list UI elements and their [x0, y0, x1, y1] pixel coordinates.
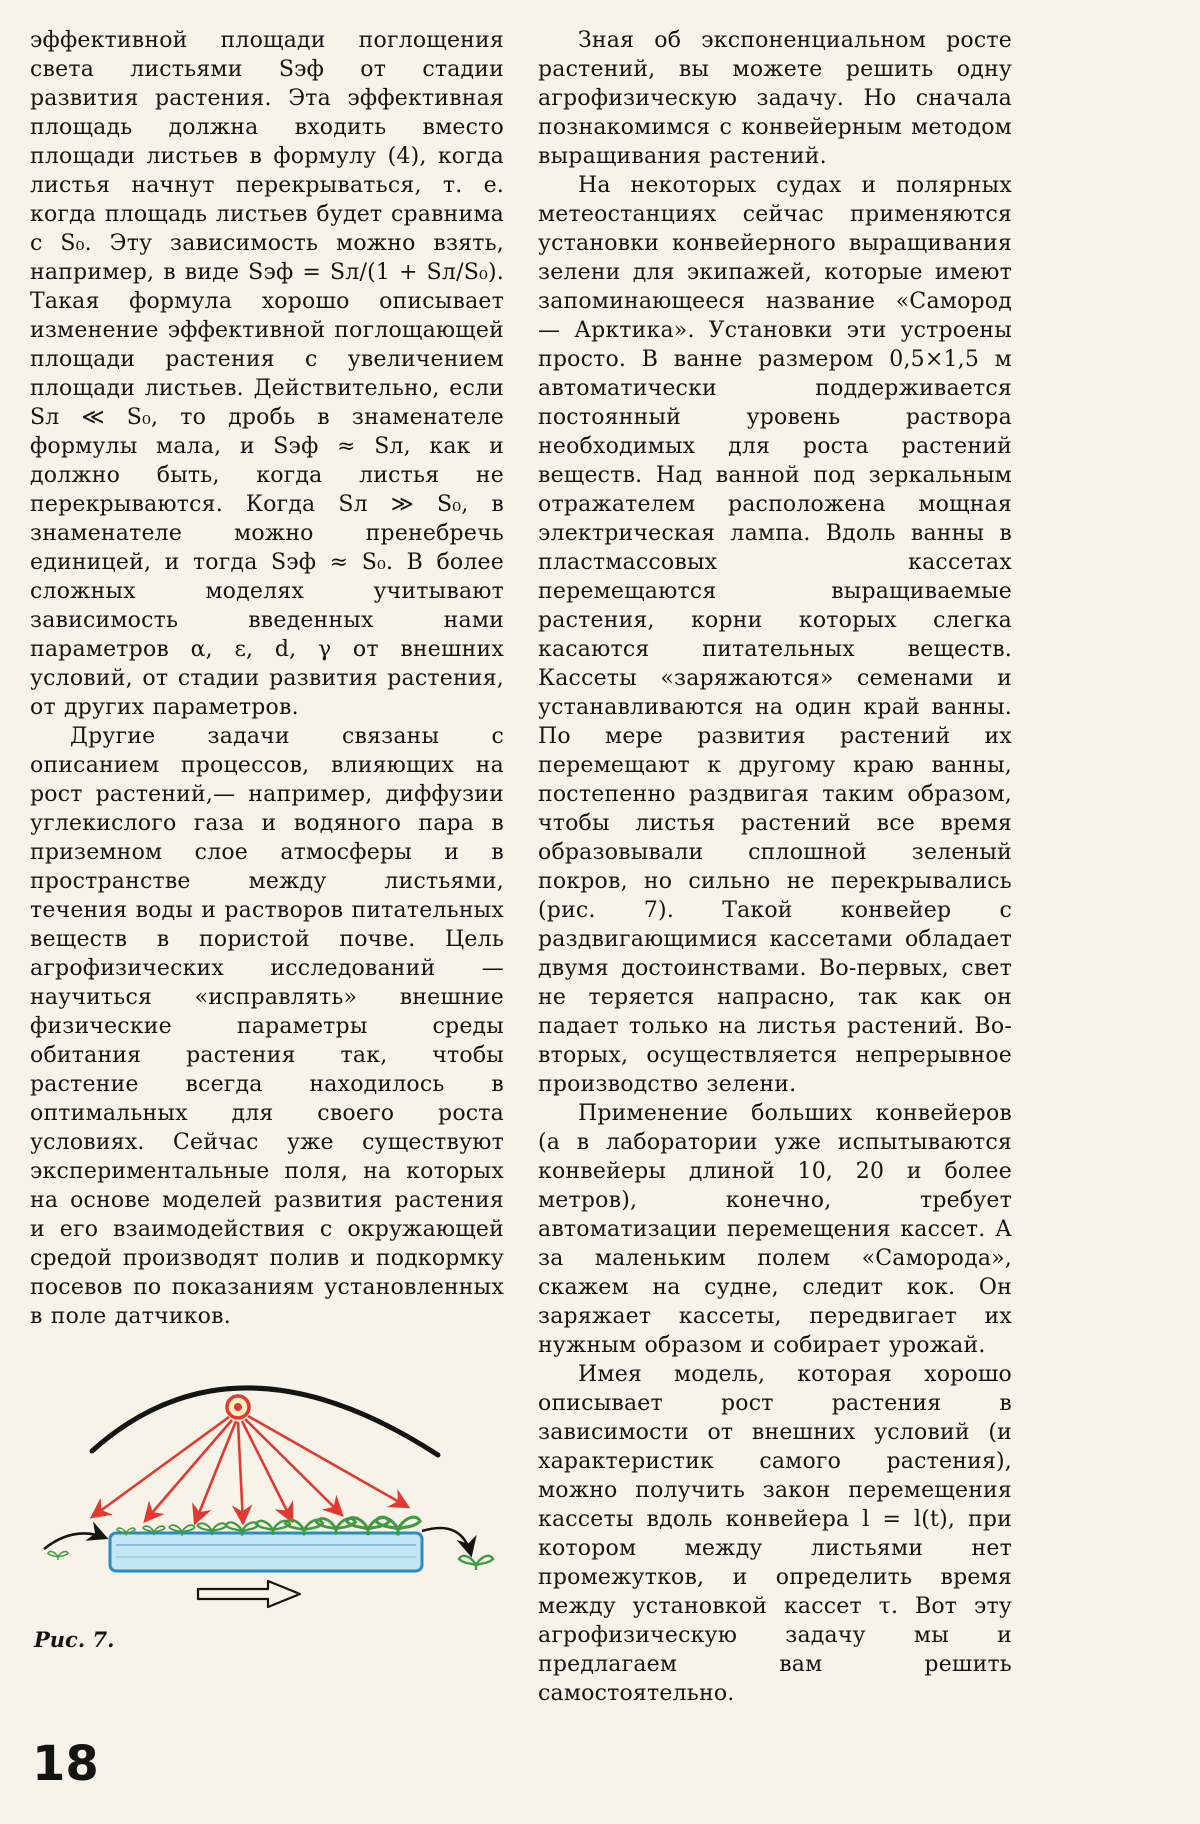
cassette-in-arrow [44, 1533, 106, 1549]
lamp-icon [227, 1396, 249, 1418]
harvested-plant [459, 1556, 493, 1570]
seed-cassette-plant [48, 1552, 68, 1560]
left-column-text [30, 26, 504, 1331]
reflector-arc [92, 1388, 438, 1455]
paragraph: Другие задачи связаны с описанием процессов, влияющих на рост растений,— например, диффузии углекислого газа и водяного пара в приземном слое атмосферы и в пространстве между листьями, течения воды и растворов питательных веществ в пористой почве. Цель агрофизических исследований — научиться «исправлять» внешние физические параметры среды обитания растения так, чтобы растение всегда находилось в оптимальных для своего роста условиях. Сейчас уже существуют экспериментальные поля, на которых на основе моделей развития растения и его взаимодействия с окружающей средой производят полив и подкормку посевов по показаниям установленных в поле датчиков. [30, 724, 504, 1329]
figure-7-illustration [30, 1365, 510, 1617]
figure-7 [30, 1365, 504, 1652]
paragraph: Зная об экспоненциальном росте растений, вы можете решить одну агрофизическую задачу. Но сначала познакомимся с конвейерным методом выращивания растений. [538, 28, 1012, 169]
paragraph: Имея модель, которая хорошо описывает рост растения в зависимости от внешних условий (и характеристик самого растения), можно получить закон перемещения кассеты вдоль конвейера l = l(t), при котором между листьями нет промежутков, и определить время между установкой кассет τ. Вот эту агрофизическую задачу мы и предлагаем вам решить самостоятельно. [538, 1362, 1012, 1706]
conveyor-direction-arrow [198, 1581, 300, 1607]
light-rays [92, 1416, 408, 1523]
paragraph: эффективной площади поглощения света листьями Sэф от стадии развития растения. Эта эффективная площадь должна входить вместо площади листьев в формулу (4), когда листья начнут перекрываться, т. е. когда площадь листьев будет сравнима с S₀. Эту зависимость можно взять, например, в виде Sэф = Sл/(1 + Sл/S₀). Такая формула хорошо описывает изменение эффективной поглощающей площади растения с увеличением площади листьев. Действительно, если Sл ≪ S₀, то дробь в знаменателе формулы мала, и Sэф ≈ Sл, как и должно быть, когда листья не перекрываются. Когда Sл ≫ S₀, в знаменателе можно пренебречь единицей, и тогда Sэф ≈ S₀. В более сложных моделях учитывают зависимость введенных нами параметров α, ε, d, γ от внешних условий, от стадии развития растения, от других параметров. [30, 28, 504, 720]
left-column [30, 26, 504, 1708]
growing-tray [110, 1533, 422, 1571]
page-number: 18 [32, 1736, 99, 1792]
paragraph: Применение больших конвейеров (а в лаборатории уже испытываются конвейеры длиной 10, 20 и более метров), конечно, требует автоматизации перемещения кассет. А за маленьким полем «Саморода», скажем на судне, следит кок. Он заряжает кассеты, передвигает их нужным образом и собирает урожай. [538, 1101, 1012, 1358]
harvest-arrow [422, 1528, 471, 1555]
paragraph: На некоторых судах и полярных метеостанциях сейчас применяются установки конвейерного выращивания зелени для экипажей, которые имеют запоминающееся название «Самород — Арктика». Установки эти устроены просто. В ванне размером 0,5×1,5 м автоматически поддерживается постоянный уровень раствора необходимых для роста растений веществ. Над ванной под зеркальным отражателем расположена мощная электрическая лампа. Вдоль ванны в пластмассовых кассетах перемещаются выращиваемые растения, корни которых слегка касаются питательных веществ. Кассеты «заряжаются» семенами и устанавливаются на один край ванны. По мере развития растений их перемещают к другому краю ванны, постепенно раздвигая таким образом, чтобы листья растений все время образовывали сплошной зеленый покров, но сильно не перекрывались (рис. 7). Такой конвейер с раздвигающимися кассетами обладает двумя достоинствами. Во-первых, свет не теряется напрасно, так как он падает только на листья растений. Во-вторых, осуществляется непрерывное производство зелени. [538, 173, 1012, 1097]
right-column [538, 26, 1012, 1708]
right-column-text [538, 26, 1012, 1708]
figure-caption: Рис. 7. [34, 1627, 115, 1652]
